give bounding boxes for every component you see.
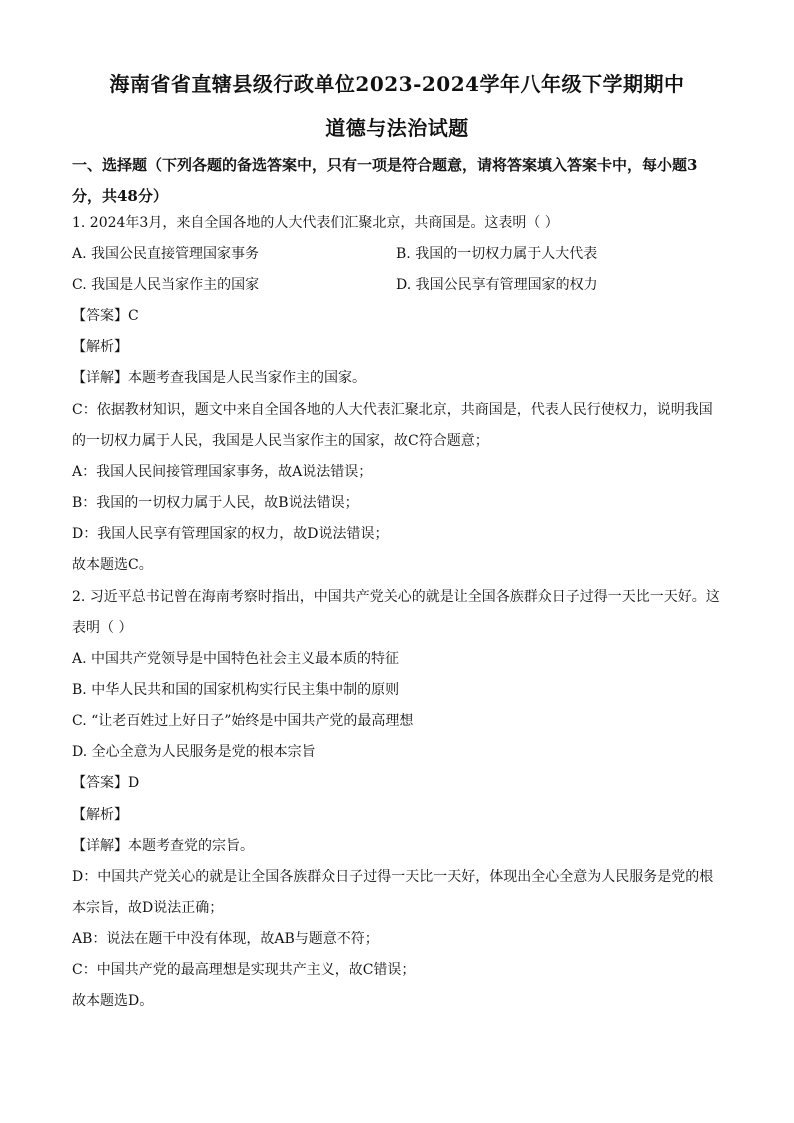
q2-conclusion: 故本题选D。: [72, 993, 154, 1009]
q1-conclusion: 故本题选C。: [72, 557, 153, 573]
q1-explanation-c-1: C：依据教材知识，题文中来自全国各地的人大代表汇聚北京，共商国是，代表人民行使权力，说明我国: [72, 402, 713, 418]
section-heading-choice: 一、选择题（下列各题的备选答案中，只有一项是符合题意，请将答案填入答案卡中，每小题3分，共48分）: [72, 156, 698, 205]
q2-stem-2: 表明（ ）: [72, 620, 133, 636]
q1-option-b: B. 我国的一切权力属于人大代表: [396, 246, 598, 262]
q2-explanation-d-2: 本宗旨，故D说法正确；: [72, 900, 224, 916]
q1-explanation-c-2: 的一切权力属于人民，我国是人民当家作主的国家，故C符合题意；: [72, 433, 489, 449]
q2-answer: 【答案】D: [72, 775, 140, 791]
exam-subject: 道德与法治试题: [325, 116, 469, 140]
q1-explanation-a: A：我国人民间接管理国家事务，故A说法错误；: [72, 464, 373, 480]
q1-explanation-d: D：我国人民享有管理国家的权力，故D说法错误；: [72, 526, 389, 542]
q2-analysis-label: 【解析】: [72, 807, 128, 823]
q1-stem: 1. 2024年3月，来自全国各地的人大代表们汇聚北京，共商国是。这表明（ ）: [72, 215, 559, 231]
q1-option-a: A. 我国公民直接管理国家事务: [72, 246, 260, 262]
q1-explanation-b: B：我国的一切权力属于人民，故B说法错误；: [72, 495, 359, 511]
q2-option-c: C. “让老百姓过上好日子”始终是中国共产党的最高理想: [72, 713, 414, 729]
q2-option-b: B. 中华人民共和国的国家机构实行民主集中制的原则: [72, 682, 400, 698]
q2-option-d: D. 全心全意为人民服务是党的根本宗旨: [72, 744, 316, 760]
q1-answer: 【答案】C: [72, 308, 139, 324]
q1-detail: 【详解】本题考查我国是人民当家作主的国家。: [72, 370, 366, 386]
q2-stem-1: 2. 习近平总书记曾在海南考察时指出，中国共产党关心的就是让全国各族群众日子过得一天比一天好。这: [72, 589, 720, 605]
q2-explanation-ab: AB：说法在题干中没有体现，故AB与题意不符；: [72, 931, 379, 947]
q2-detail: 【详解】本题考查党的宗旨。: [72, 838, 254, 854]
q2-explanation-c: C：中国共产党的最高理想是实现共产主义，故C错误；: [72, 962, 416, 978]
q1-option-d: D. 我国公民享有管理国家的权力: [396, 277, 598, 293]
q2-explanation-d-1: D：中国共产党关心的就是让全国各族群众日子过得一天比一天好，体现出全心全意为人民服务是党的根: [72, 869, 714, 885]
q1-option-c: C. 我国是人民当家作主的国家: [72, 277, 260, 293]
exam-title: 海南省省直辖县级行政单位2023-2024学年八年级下学期期中: [109, 72, 685, 96]
q1-analysis-label: 【解析】: [72, 339, 128, 355]
q2-option-a: A. 中国共产党领导是中国特色社会主义最本质的特征: [72, 651, 400, 667]
